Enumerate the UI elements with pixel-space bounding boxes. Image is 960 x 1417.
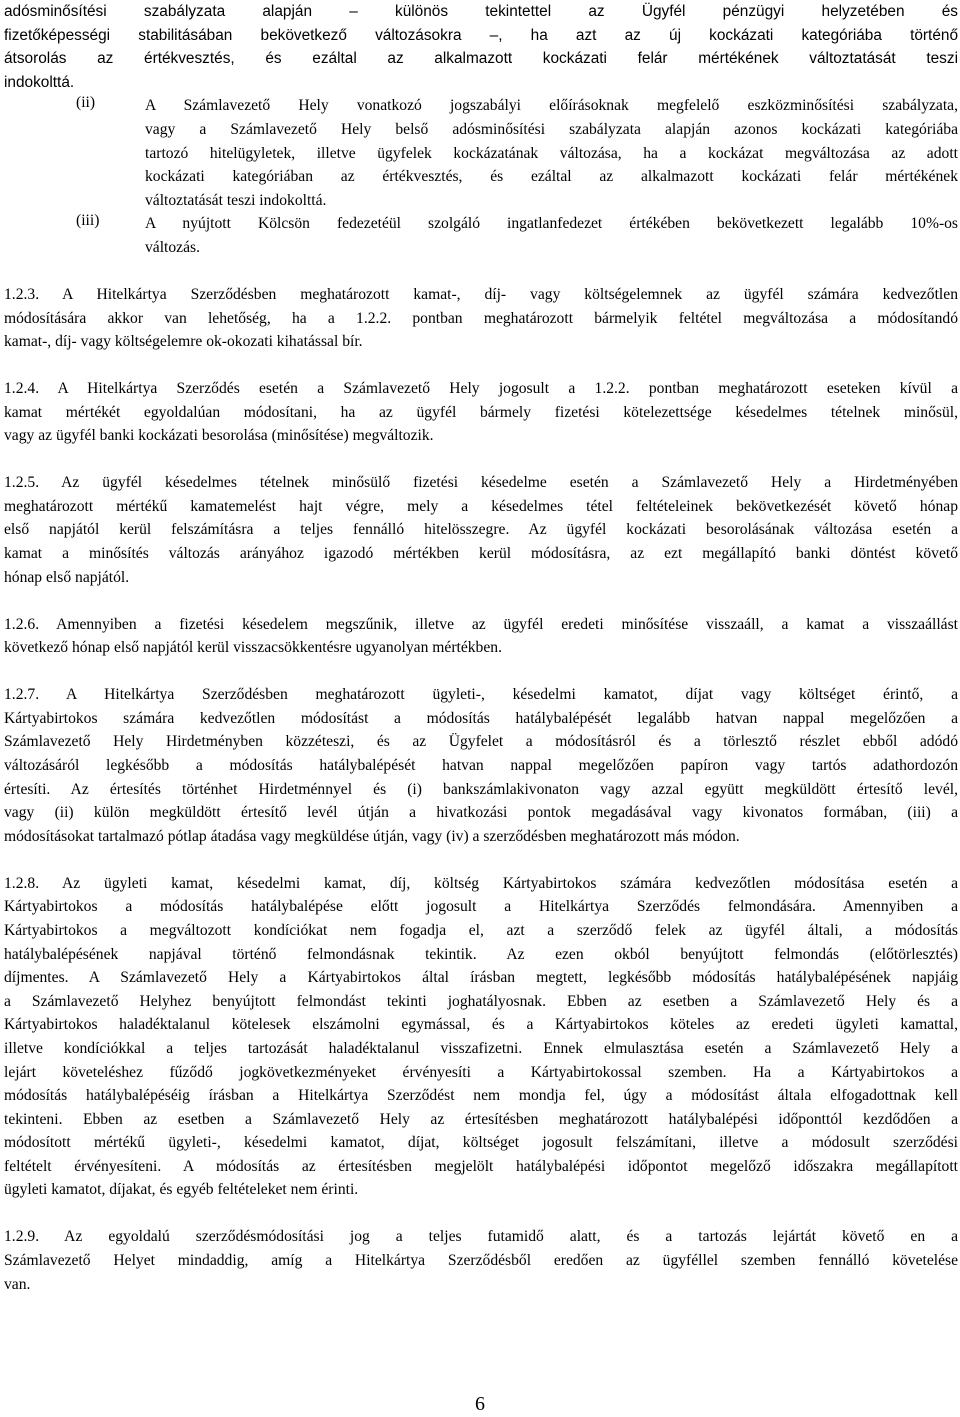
text-line: 1.2.3. A Hitelkártya Szerződésben meghatározott kamat-, díj- vagy költségelemnek az ügyfél számára kedvezőtlen — [4, 285, 958, 303]
list-marker: (ii) — [76, 94, 96, 112]
paragraph-1-2-8 — [4, 872, 958, 1202]
list-item-ii — [4, 94, 958, 212]
page-number: 6 — [475, 1393, 485, 1415]
text-line: Kártyabirtokos számára kedvezőtlen módosítást a módosítás hatálybalépését legalább hatvan nappal megelőzően a — [4, 709, 958, 727]
text-line: vagy (ii) külön megküldött értesítő levél útján a hivatkozási pontok megadásával vagy kivonatos formában, (iii) a — [4, 804, 958, 822]
text-line: díjmentes. A Számlavezető Hely a Kártyabirtokos által írásban megtett, legkésőbb módosítás hatálybalépésének napjáig — [4, 969, 958, 987]
text-line: tartozó hitelügyletek, illetve ügyfelek kockázatának változása, ha a kockázat megváltozása az adott — [145, 144, 958, 162]
text-line: módosított mértékű ügyleti-, késedelmi kamatot, díjat, költséget jogosult felszámítani, illetve a módosult szerződési — [4, 1134, 958, 1152]
text-line: hatálybalépésének napjával történő felmondásnak tekintik. Az ezen okból benyújtott felmondás (előtörlesztés) — [4, 945, 958, 963]
paragraph-1-2-3 — [4, 283, 958, 354]
text-line: Kártyabirtokos haladéktalanul kötelesek elszámolni egymással, és a Kártyabirtokos köteles az eredeti ügyleti kamattal, — [4, 1016, 958, 1034]
list-item-iii — [4, 212, 958, 259]
text-line: következő hónap első napjától kerül visszacsökkentésre ugyanolyan mértékben. — [4, 639, 502, 657]
text-line: kamat-, díj- vagy költségelemre ok-okozati kihatással bír. — [4, 333, 363, 351]
text-line: 1.2.5. Az ügyfél késedelmes tételnek minősülő fizetési késedelme esetén a Számlavezető Hely a Hirdetményében — [4, 474, 958, 492]
text-line: módosítására akkor van lehetőség, ha a 1.2.2. pontban meghatározott bármelyik feltétel megváltozása a módosítandó — [4, 309, 958, 327]
list-marker: (iii) — [76, 212, 100, 230]
paragraph-1-2-9 — [4, 1225, 958, 1296]
text-line: ügyleti kamatot, díjakat, és egyéb feltételeket nem érinti. — [4, 1181, 359, 1199]
text-line: hónap első napjától. — [4, 568, 130, 586]
text-line: Számlavezető Helyet mindaddig, amíg a Hitelkártya Szerződésből eredően az ügyféllel szemben fennálló követelése — [4, 1252, 958, 1270]
text-line: van. — [4, 1275, 31, 1293]
text-line: Kártyabirtokos a megváltozott kondíciókat nem fogadja el, azt a szerződő felek az ügyfél általi, a módosítás — [4, 921, 958, 939]
text-line: 1.2.8. Az ügyleti kamat, késedelmi kamat, díj, költség Kártyabirtokos számára kedvezőtlen módosítása esetén a — [4, 874, 958, 892]
text-line: indokolttá. — [4, 73, 75, 91]
text-line: módosításokat tartalmazó pótlap átadása vagy megküldése útján, vagy (iv) a szerződésben meghatározott más módon. — [4, 827, 740, 845]
text-line: a Számlavezető Helyhez benyújtott felmondást tekinti joghatályosnak. Ebben az esetben a Számlavezető Hely és a — [4, 992, 958, 1010]
text-line: feltételt érvényesíteni. A módosítás az értesítésben megjelölt hatálybalépési időpontot megelőző időszakra megállapított — [4, 1157, 958, 1175]
text-line: változásáról legkésőbb a módosítás hatálybalépését hatvan nappal megelőzően papíron vagy tartós adathordozón — [4, 756, 958, 774]
text-line: változás. — [145, 238, 200, 256]
text-line: adósminősítési szabályzata alapján – különös tekintettel az Ügyfél pénzügyi helyzetében és — [4, 3, 958, 20]
text-line: értesíti. Az értesítés történhet Hirdetménnyel és (i) bankszámlakivonaton vagy azzal együtt megküldött értesítő levél, — [4, 780, 958, 798]
text-line: vagy az ügyfél banki kockázati besorolása (minősítése) megváltozik. — [4, 427, 434, 445]
text-line: illetve kondíciókkal a teljes tartozását haladéktalanul visszafizetni. Ennek elmulasztása esetén a Számlavezető Hely a — [4, 1039, 958, 1057]
text-line: átsorolás az értékvesztés, és ezáltal az alkalmazott kockázati felár mértékének változtatását teszi — [4, 50, 958, 68]
text-line: változtatását teszi indokolttá. — [145, 191, 327, 209]
text-line: A Számlavezető Hely vonatkozó jogszabályi előírásoknak megfelelő eszközminősítési szabályzata, — [145, 97, 958, 115]
paragraph-1-2-4 — [4, 377, 958, 448]
text-line: első napjától kerül felszámításra a teljes fennálló hitelösszegre. Az ügyfél kockázati besorolásának változása esetén a — [4, 521, 958, 539]
text-line: tekinteni. Ebben az esetben a Számlavezető Hely az értesítésben meghatározott hatálybalépési időponttól kezdődően a — [4, 1110, 958, 1128]
intro-text — [4, 0, 958, 94]
text-line: vagy a Számlavezető Hely belső adósminősítési szabályzata alapján azonos kockázati kategóriába — [145, 120, 958, 138]
text-line: kockázati kategóriában az értékvesztés, és ezáltal az alkalmazott kockázati felár mértékének — [145, 168, 958, 186]
text-line: módosítás hatálybalépéséig írásban a Hitelkártya Szerződést nem mondja fel, úgy a módosítást általa elfogadottnak kell — [4, 1087, 958, 1105]
paragraph-1-2-7 — [4, 683, 958, 848]
text-line: 1.2.9. Az egyoldalú szerződésmódosítási jog a teljes futamidő alatt, és a tartozás lejártát követő en a — [4, 1228, 958, 1246]
text-line: Kártyabirtokos a módosítás hatálybalépése előtt jogosult a Hitelkártya Szerződés felmondására. Amennyiben a — [4, 898, 958, 916]
text-line: kamat a minősítés változás arányához igazodó mértékben kerül módosításra, az ezt megállapító banki döntést követő — [4, 545, 958, 563]
text-line: lejárt követeléshez fűződő jogkövetkezményeket érvényesíti a Kártyabirtokossal szemben. Ha a Kártyabirtokos a — [4, 1063, 958, 1081]
text-line: Számlavezető Hely Hirdetményben közzéteszi, és az Ügyfelet a módosításról és a törlesztő részlet ebből adódó — [4, 733, 958, 751]
text-line: kamat mértékét egyoldalúan módosítani, ha az ügyfél bármely fizetési kötelezettsége késedelmes tételnek minősül, — [4, 403, 958, 421]
text-line: 1.2.4. A Hitelkártya Szerződés esetén a Számlavezető Hely jogosult a 1.2.2. pontban meghatározott eseteken kívül a — [4, 380, 958, 398]
text-line: A nyújtott Kölcsön fedezetéül szolgáló ingatlanfedezet értékében bekövetkezett legalább 10%-os — [145, 215, 958, 233]
text-line: 1.2.6. Amennyiben a fizetési késedelem megszűnik, illetve az ügyfél eredeti minősítése visszaáll, a kamat a visszaállást — [4, 615, 958, 633]
paragraph-1-2-6 — [4, 613, 958, 660]
text-line: meghatározott mértékű kamatemelést hajt végre, mely a késedelmes tétel feltételeinek bekövetkezését követő hónap — [4, 497, 958, 515]
paragraph-1-2-5 — [4, 471, 958, 589]
text-line: fizetőképességi stabilitásában bekövetkező változásokra –, ha azt az új kockázati kategóriába történő — [4, 26, 958, 44]
document-page — [4, 0, 958, 1296]
text-line: 1.2.7. A Hitelkártya Szerződésben meghatározott ügyleti-, késedelmi kamatot, díjat vagy költséget érintő, a — [4, 686, 958, 704]
